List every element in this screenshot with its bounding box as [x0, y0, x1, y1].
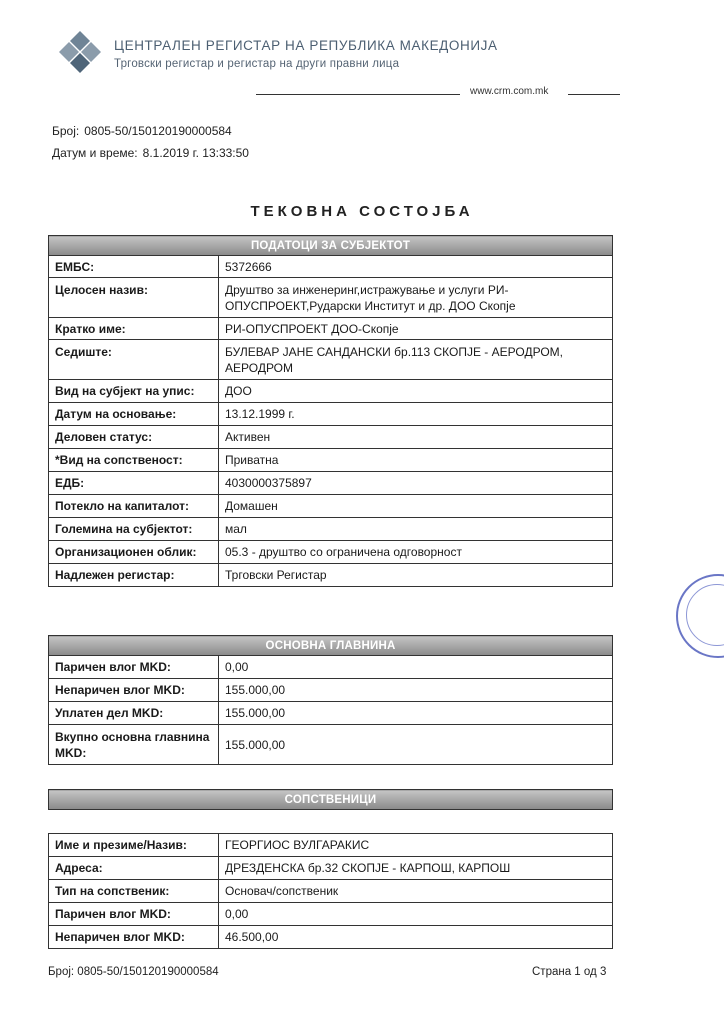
table-row: Вид на субјект на упис: ДОО — [49, 380, 613, 403]
table-row: Име и презиме/Назив: ГЕОРГИОС ВУЛГАРАКИС — [49, 834, 613, 857]
footer-doc-number — [48, 966, 219, 978]
doc-datetime — [52, 146, 249, 160]
doc-datetime-label: Датум и време: — [52, 146, 138, 160]
footer-number-label: Број: — [48, 966, 75, 978]
org-name: ЦЕНТРАЛЕН РЕГИСТАР НА РЕПУБЛИКА МАКЕДОНИЈА — [114, 38, 498, 53]
table-row: Адреса: ДРЕЗДЕНСКА бр.32 СКОПЈЕ - КАРПОШ, КАРПОШ — [49, 857, 613, 880]
doc-datetime-value: 8.1.2019 г. 13:33:50 — [142, 146, 249, 160]
table-row: Непаричен влог MKD: 46.500,00 — [49, 926, 613, 949]
header-divider — [256, 94, 460, 95]
doc-number-value: 0805-50/150120190000584 — [84, 124, 232, 138]
doc-number — [52, 124, 232, 138]
table-row: Датум на основање: 13.12.1999 г. — [49, 403, 613, 426]
owners-header-table — [48, 789, 613, 810]
table-row: Деловен статус: Активен — [49, 426, 613, 449]
capital-section-header: ОСНОВНА ГЛАВНИНА — [49, 636, 613, 656]
page-number: Страна 1 од 3 — [532, 966, 607, 978]
subject-section-header: ПОДАТОЦИ ЗА СУБЈЕКТОТ — [49, 236, 613, 256]
table-row: Големина на субјектот: мал — [49, 518, 613, 541]
page-title: ТЕКОВНА СОСТОЈБА — [250, 203, 474, 220]
owners-section-header: СОПСТВЕНИЦИ — [49, 790, 613, 810]
table-row: ЕДБ: 4030000375897 — [49, 472, 613, 495]
subject-table — [48, 235, 613, 587]
table-row: Надлежен регистар: Трговски Регистар — [49, 564, 613, 587]
capital-table — [48, 635, 613, 765]
table-row: Седиште: БУЛЕВАР ЈАНЕ САНДАНСКИ бр.113 СКОПЈЕ - АЕРОДРОМ, АЕРОДРОМ — [49, 340, 613, 380]
table-row: Уплатен дел MKD: 155.000,00 — [49, 702, 613, 725]
table-row: Непаричен влог MKD: 155.000,00 — [49, 679, 613, 702]
doc-number-label: Број: — [52, 124, 80, 138]
table-row: ЕМБС: 5372666 — [49, 256, 613, 278]
header-divider-right — [568, 94, 620, 95]
org-subtitle: Трговски регистар и регистар на други правни лица — [114, 58, 400, 70]
table-row: Паричен влог MKD: 0,00 — [49, 903, 613, 926]
table-row: Потекло на капиталот: Домашен — [49, 495, 613, 518]
footer-number-value: 0805-50/150120190000584 — [77, 966, 219, 978]
table-row: Организационен облик: 05.3 - друштво со ограничена одговорност — [49, 541, 613, 564]
crm-logo-icon — [56, 31, 104, 73]
owners-table — [48, 833, 613, 949]
table-row: *Вид на сопственост: Приватна — [49, 449, 613, 472]
table-row: Тип на сопственик: Основач/сопственик — [49, 880, 613, 903]
website-link[interactable]: www.crm.com.mk — [470, 86, 549, 97]
table-row: Кратко име: РИ-ОПУСПРОЕКТ ДОО-Скопје — [49, 318, 613, 340]
table-row: Паричен влог MKD: 0,00 — [49, 656, 613, 679]
table-row: Вкупно основна главнина MKD: 155.000,00 — [49, 725, 613, 765]
table-row: Целосен назив: Друштво за инженеринг,истражување и услуги РИ-ОПУСПРОЕКТ,Рударски Институт и др. ДОО Скопје — [49, 278, 613, 318]
